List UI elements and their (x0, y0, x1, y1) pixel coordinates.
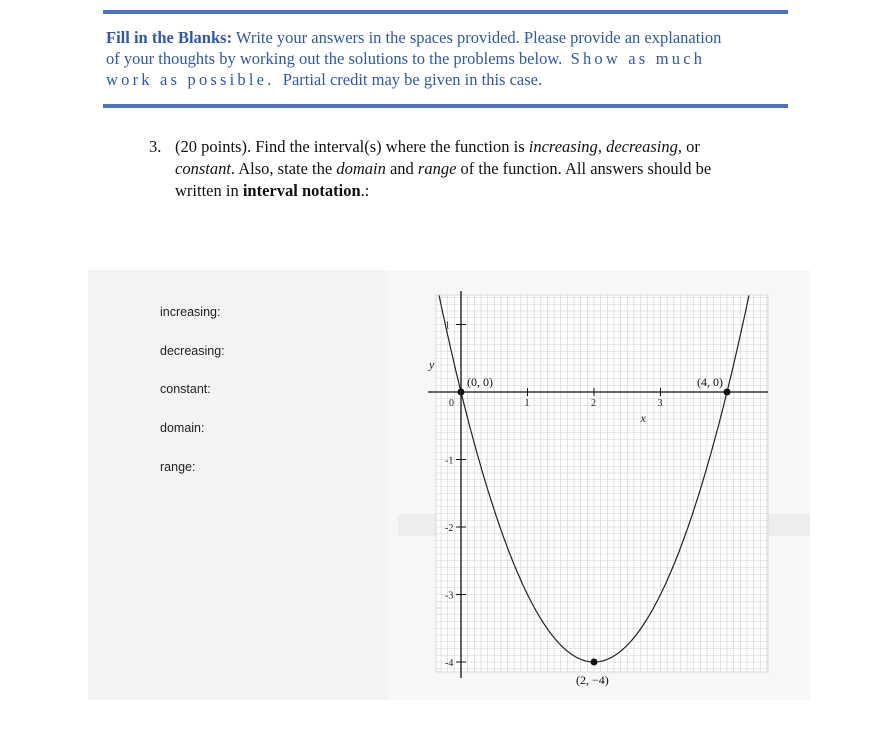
q-constant: constant (175, 159, 231, 178)
x-tick-label: 2 (591, 398, 596, 409)
point-marker (591, 659, 598, 666)
instructions-line2: of your thoughts by working out the solutions to the problems below. (106, 49, 563, 68)
y-tick-label: 1 (445, 320, 450, 332)
x-tick-label: 3 (657, 398, 663, 409)
x-axis-label: x (640, 411, 646, 425)
q-rest: of the function. All answers should be (456, 159, 712, 178)
q-comma-or: , or (677, 137, 700, 156)
q-also: . Also, state the (230, 159, 337, 178)
blank-range-label: range: (160, 460, 196, 474)
instructions-line1: Write your answers in the spaces provided. Please provide an explanation (232, 28, 722, 47)
point-marker (458, 389, 465, 396)
point-label: (2, −4) (576, 673, 609, 687)
question-number: 3. (149, 137, 162, 156)
instructions-partial-credit: Partial credit may be given in this case. (282, 70, 543, 89)
blank-constant-label: constant: (160, 382, 211, 396)
q-increasing: increasing (528, 137, 598, 156)
blank-decreasing-label: decreasing: (160, 344, 225, 358)
y-axis-label: y (429, 357, 435, 372)
y-tick-label: -2 (445, 523, 454, 534)
q-decreasing: decreasing (606, 137, 678, 156)
q-comma1: , (597, 137, 607, 156)
q-range: range (417, 159, 457, 178)
instructions-show-as-much: Show as much (570, 49, 706, 68)
q-end: .: (360, 181, 370, 200)
q-interval-notation: interval notation (242, 181, 361, 200)
instructions-work-as-possible: work as possible. (106, 70, 275, 89)
y-tick-label: -4 (445, 658, 454, 669)
blank-increasing-label: increasing: (160, 305, 221, 319)
point-label: (0, 0) (467, 375, 493, 389)
q-and: and (385, 159, 418, 178)
y-tick-label: -1 (445, 455, 454, 467)
blank-domain-label: domain: (160, 421, 205, 435)
instructions-heading: Fill in the Blanks: (106, 28, 233, 47)
x-tick-label: 1 (524, 398, 530, 409)
y-tick-label: -3 (445, 590, 454, 602)
q-domain: domain (336, 159, 386, 178)
point-label: (4, 0) (697, 375, 723, 389)
origin-label: 0 (449, 398, 454, 409)
q-written-in: written in (175, 181, 243, 200)
point-marker (724, 389, 731, 396)
q-points: (20 points). Find the interval(s) where the function is (175, 137, 529, 156)
